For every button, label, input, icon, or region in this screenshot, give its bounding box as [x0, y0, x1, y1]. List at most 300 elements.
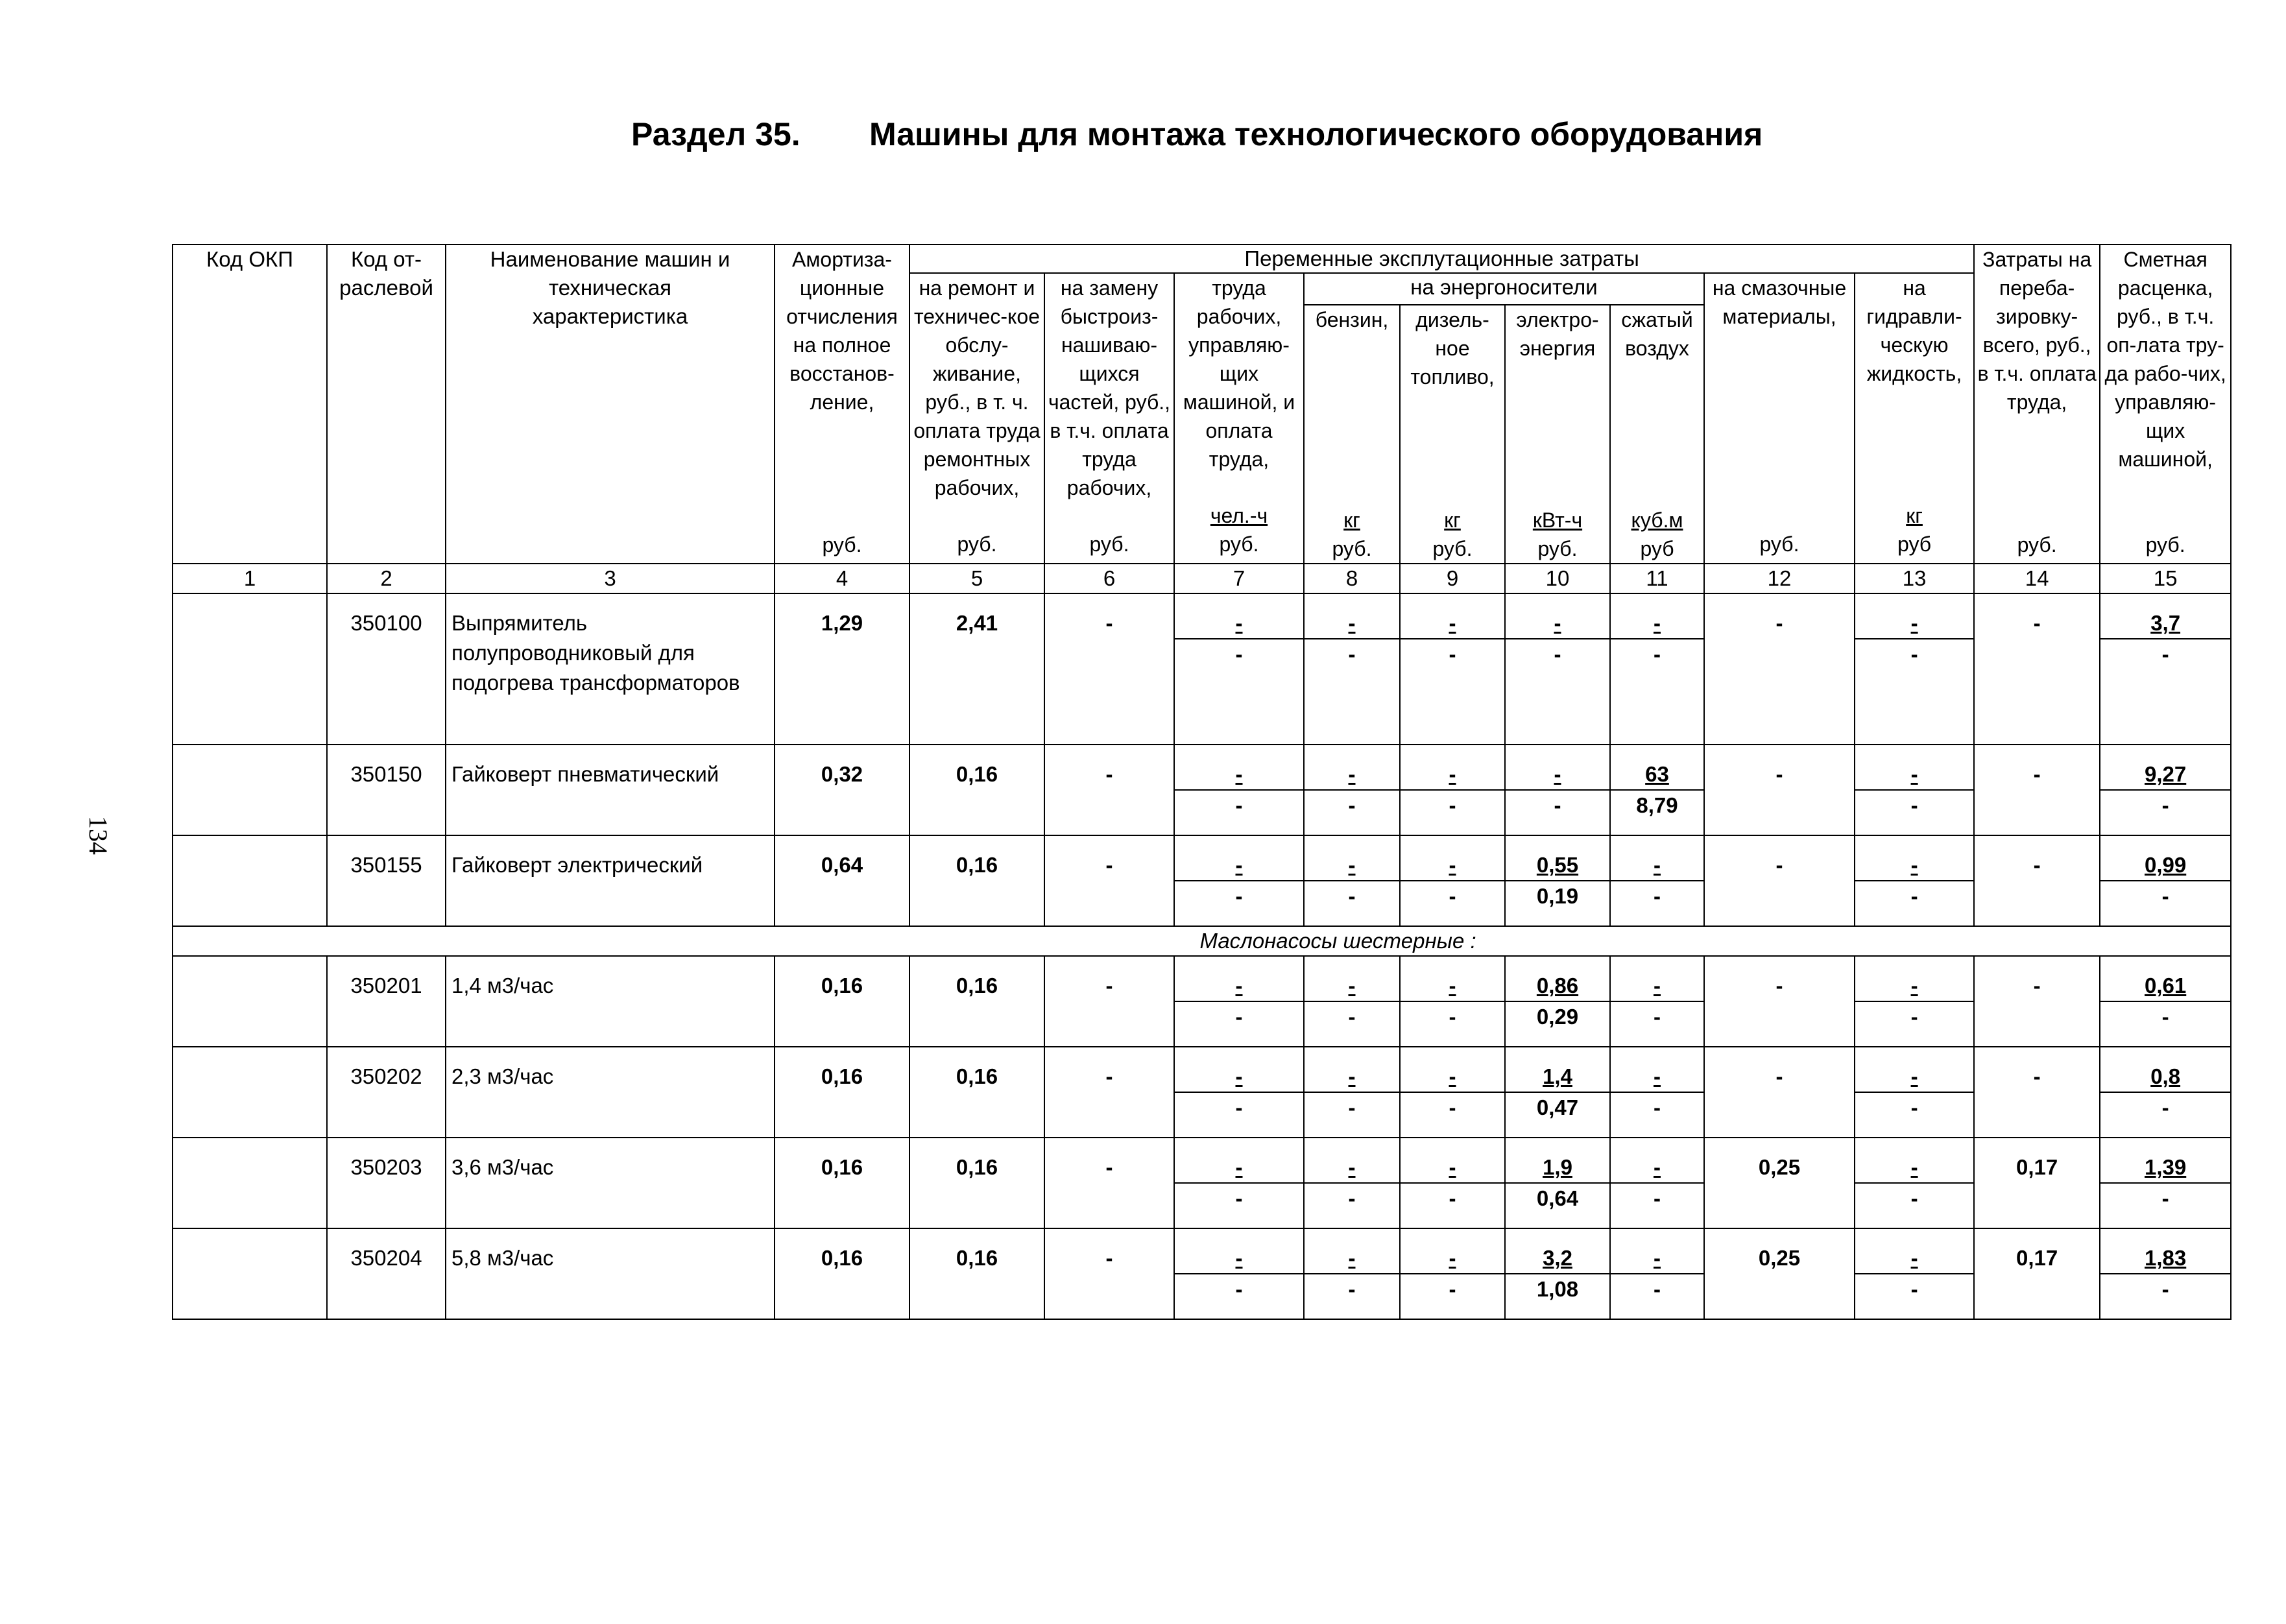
petrol-top: - — [1348, 973, 1356, 997]
column-number: 5 — [909, 564, 1044, 593]
column-number: 1 — [173, 564, 327, 593]
header-machine-name: Наименование машин и техническая характеристика — [446, 245, 775, 564]
compressed-air-bottom: - — [1611, 880, 1703, 911]
branch-code: 350202 — [350, 1064, 422, 1088]
branch-code: 350100 — [350, 611, 422, 635]
gap — [775, 957, 909, 971]
labor-cell — [1174, 1047, 1304, 1138]
page-title — [0, 115, 2286, 161]
diesel-top: - — [1449, 611, 1456, 635]
relocation-cell — [1974, 1138, 2100, 1228]
amortization-cell — [775, 956, 909, 1047]
electricity-top: - — [1554, 611, 1561, 635]
electricity-bottom: 0,64 — [1506, 1182, 1609, 1213]
gap — [328, 745, 445, 759]
gap — [1045, 1047, 1173, 1062]
petrol-bottom: - — [1305, 880, 1399, 911]
parts-cell — [1044, 835, 1174, 926]
header-repair-text: на ремонт и техничес-кое обслу-живание, руб., в т. ч. оплата труда ремонтных рабочих, — [913, 276, 1041, 499]
header-diesel-unit2: руб. — [1432, 537, 1473, 560]
gap — [1611, 957, 1703, 971]
gap — [1611, 836, 1703, 850]
lubricants-cell — [1704, 745, 1855, 835]
gap — [1611, 594, 1703, 608]
electricity-bottom: - — [1506, 638, 1609, 669]
compressed-air-top: - — [1654, 611, 1661, 635]
gap — [1045, 745, 1173, 759]
column-number: 13 — [1855, 564, 1974, 593]
column-number: 7 — [1174, 564, 1304, 593]
diesel-top: - — [1449, 853, 1456, 877]
gap — [1855, 957, 1973, 971]
diesel-top: - — [1449, 1064, 1456, 1088]
lubricants: - — [1775, 762, 1783, 786]
gap — [1045, 836, 1173, 850]
compressed-air-bottom: - — [1611, 638, 1703, 669]
gap — [2100, 1138, 2230, 1152]
compressed-air-cell — [1610, 593, 1704, 745]
repair-cell — [909, 1047, 1044, 1138]
column-number: 15 — [2100, 564, 2231, 593]
relocation: - — [2033, 1064, 2041, 1088]
header-compressed-air — [1610, 305, 1704, 564]
estimate-cell — [2100, 956, 2231, 1047]
labor-top: - — [1235, 762, 1243, 786]
hydraulic-bottom: - — [1855, 1273, 1973, 1304]
hydraulic-top: - — [1910, 973, 1918, 997]
estimate-top: 1,39 — [2145, 1155, 2187, 1179]
gap — [1705, 957, 1854, 971]
header-amortization-unit: руб. — [822, 533, 862, 556]
estimate-bottom: - — [2100, 638, 2230, 669]
lubricants-cell — [1704, 593, 1855, 745]
gap — [1506, 1229, 1609, 1243]
labor-bottom: - — [1175, 1182, 1303, 1213]
header-compressed-air-unit2: руб — [1640, 537, 1674, 560]
header-relocation-text: Затраты на переба-зировку-всего, руб., в т.ч. оплата труда, — [1977, 248, 2097, 414]
diesel-bottom: - — [1401, 1001, 1504, 1032]
hydraulic-top: - — [1910, 611, 1918, 635]
estimate-top: 1,83 — [2145, 1246, 2187, 1270]
amortization: 0,32 — [821, 762, 863, 786]
labor-cell — [1174, 1138, 1304, 1228]
gap — [2100, 1047, 2230, 1062]
repair-cell — [909, 745, 1044, 835]
relocation-cell — [1974, 835, 2100, 926]
gap — [775, 1229, 909, 1243]
gap — [1175, 1229, 1303, 1243]
column-number: 6 — [1044, 564, 1174, 593]
lubricants-cell — [1704, 1228, 1855, 1319]
amortization: 0,16 — [821, 1064, 863, 1088]
header-operator-labor-text: труда рабочих, управляю-щих машиной, и оплата труда, — [1183, 276, 1295, 471]
electricity-top: 1,9 — [1543, 1155, 1572, 1179]
parts: - — [1105, 1246, 1113, 1270]
relocation-cell — [1974, 593, 2100, 745]
header-hydraulic-text: на гидравли-ческую жидкость, — [1866, 276, 1962, 385]
header-amortization — [775, 245, 909, 564]
machine-name: Гайковерт электрический — [451, 853, 703, 877]
labor-top: - — [1235, 973, 1243, 997]
relocation: - — [2033, 611, 2041, 635]
relocation-cell — [1974, 956, 2100, 1047]
header-estimate — [2100, 245, 2231, 564]
diesel-top: - — [1449, 1155, 1456, 1179]
estimate-bottom: - — [2100, 1273, 2230, 1304]
lubricants: - — [1775, 1064, 1783, 1088]
header-operator-labor-unit2: руб. — [1219, 532, 1259, 556]
gap — [910, 1229, 1044, 1243]
relocation-cell — [1974, 1047, 2100, 1138]
gap — [775, 1047, 909, 1062]
compressed-air-bottom: - — [1611, 1001, 1703, 1032]
estimate-top: 9,27 — [2145, 762, 2187, 786]
header-hydraulic-unit2: руб — [1897, 532, 1932, 556]
branch-code-cell — [327, 1228, 446, 1319]
parts: - — [1105, 762, 1113, 786]
table-header — [173, 245, 2231, 593]
hydraulic-cell — [1855, 956, 1974, 1047]
diesel-bottom: - — [1401, 1182, 1504, 1213]
okp-cell — [173, 956, 327, 1047]
table-row — [173, 835, 2231, 926]
petrol-bottom: - — [1305, 789, 1399, 820]
parts: - — [1105, 1064, 1113, 1088]
table-row — [173, 1047, 2231, 1138]
hydraulic-top: - — [1910, 762, 1918, 786]
gap — [1855, 594, 1973, 608]
repair: 0,16 — [956, 1155, 998, 1179]
section-number: Раздел 35. — [631, 116, 800, 152]
machine-name-cell — [446, 835, 775, 926]
lubricants: - — [1775, 611, 1783, 635]
electricity-bottom: 0,47 — [1506, 1092, 1609, 1123]
estimate-bottom: - — [2100, 1182, 2230, 1213]
branch-code-cell — [327, 835, 446, 926]
repair-cell — [909, 956, 1044, 1047]
compressed-air-bottom: 8,79 — [1611, 789, 1703, 820]
hydraulic-cell — [1855, 593, 1974, 745]
header-petrol-text: бензин, — [1315, 308, 1389, 331]
diesel-cell — [1400, 593, 1505, 745]
relocation: 0,17 — [2016, 1155, 2058, 1179]
petrol-cell — [1304, 593, 1400, 745]
electricity-bottom: 0,19 — [1506, 880, 1609, 911]
header-amortization-text: Амортиза-ционные отчисления на полное восстанов-ление, — [786, 248, 898, 414]
header-compressed-air-text: сжатый воздух — [1621, 308, 1693, 360]
column-number: 10 — [1505, 564, 1610, 593]
electricity-cell — [1505, 745, 1610, 835]
repair-cell — [909, 835, 1044, 926]
branch-code-cell — [327, 593, 446, 745]
lubricants-cell — [1704, 956, 1855, 1047]
diesel-top: - — [1449, 1246, 1456, 1270]
labor-top: - — [1235, 611, 1243, 635]
petrol-top: - — [1348, 1064, 1356, 1088]
header-estimate-unit: руб. — [2145, 533, 2185, 556]
petrol-bottom: - — [1305, 1182, 1399, 1213]
gap — [1705, 745, 1854, 759]
gap — [775, 836, 909, 850]
repair: 0,16 — [956, 973, 998, 997]
labor-top: - — [1235, 1246, 1243, 1270]
branch-code: 350150 — [350, 762, 422, 786]
column-number: 14 — [1974, 564, 2100, 593]
electricity-cell — [1505, 593, 1610, 745]
gap — [1705, 1138, 1854, 1152]
gap — [1045, 594, 1173, 608]
repair: 0,16 — [956, 1064, 998, 1088]
petrol-cell — [1304, 956, 1400, 1047]
gap — [1975, 1229, 2099, 1243]
gap — [1401, 594, 1504, 608]
header-diesel — [1400, 305, 1505, 564]
relocation-cell — [1974, 745, 2100, 835]
electricity-cell — [1505, 1228, 1610, 1319]
group-row — [173, 926, 2231, 956]
diesel-top: - — [1449, 973, 1456, 997]
gap — [1401, 1047, 1504, 1062]
labor-cell — [1174, 956, 1304, 1047]
estimate-bottom: - — [2100, 1001, 2230, 1032]
gap — [1975, 836, 2099, 850]
labor-bottom: - — [1175, 880, 1303, 911]
amortization: 0,16 — [821, 973, 863, 997]
gap — [1305, 957, 1399, 971]
repair: 0,16 — [956, 762, 998, 786]
gap — [910, 1138, 1044, 1152]
gap — [1175, 1138, 1303, 1152]
diesel-cell — [1400, 835, 1505, 926]
header-relocation — [1974, 245, 2100, 564]
gap — [775, 745, 909, 759]
okp-cell — [173, 1138, 327, 1228]
petrol-top: - — [1348, 762, 1356, 786]
amortization: 0,64 — [821, 853, 863, 877]
header-petrol — [1304, 305, 1400, 564]
amortization-cell — [775, 593, 909, 745]
machine-name-cell — [446, 1138, 775, 1228]
petrol-cell — [1304, 1228, 1400, 1319]
gap — [1855, 1047, 1973, 1062]
compressed-air-top: - — [1654, 853, 1661, 877]
amortization-cell — [775, 745, 909, 835]
gap — [328, 1229, 445, 1243]
petrol-bottom: - — [1305, 638, 1399, 669]
lubricants-cell — [1704, 835, 1855, 926]
table-body — [173, 593, 2231, 1319]
gap — [1975, 957, 2099, 971]
section-name: Машины для монтажа технологического оборудования — [869, 116, 1763, 152]
gap — [2100, 836, 2230, 850]
okp-cell — [173, 835, 327, 926]
machines-table — [172, 244, 2232, 1320]
compressed-air-top: - — [1654, 973, 1661, 997]
compressed-air-bottom: - — [1611, 1182, 1703, 1213]
gap — [1611, 1047, 1703, 1062]
gap — [1305, 745, 1399, 759]
gap — [1305, 594, 1399, 608]
estimate-cell — [2100, 1228, 2231, 1319]
header-diesel-text: дизель-ное топливо, — [1410, 308, 1495, 388]
amortization: 0,16 — [821, 1155, 863, 1179]
gap — [910, 745, 1044, 759]
gap — [910, 594, 1044, 608]
gap — [2100, 957, 2230, 971]
gap — [1175, 594, 1303, 608]
petrol-cell — [1304, 1047, 1400, 1138]
petrol-bottom: - — [1305, 1001, 1399, 1032]
gap — [1705, 836, 1854, 850]
header-operator-labor — [1174, 273, 1304, 564]
header-petrol-unit2: руб. — [1332, 537, 1372, 560]
hydraulic-cell — [1855, 1228, 1974, 1319]
electricity-cell — [1505, 1047, 1610, 1138]
header-relocation-unit: руб. — [2017, 533, 2057, 556]
hydraulic-top: - — [1910, 853, 1918, 877]
column-numbers-row — [173, 564, 2231, 593]
electricity-bottom: 0,29 — [1506, 1001, 1609, 1032]
amortization: 0,16 — [821, 1246, 863, 1270]
gap — [1855, 745, 1973, 759]
parts: - — [1105, 853, 1113, 877]
estimate-cell — [2100, 1047, 2231, 1138]
hydraulic-bottom: - — [1855, 880, 1973, 911]
diesel-cell — [1400, 1228, 1505, 1319]
header-branch-code: Код от-раслевой — [327, 245, 446, 564]
hydraulic-bottom: - — [1855, 789, 1973, 820]
branch-code: 350204 — [350, 1246, 422, 1270]
estimate-top: 3,7 — [2150, 611, 2181, 635]
column-number: 2 — [327, 564, 446, 593]
gap — [1175, 1047, 1303, 1062]
relocation: - — [2033, 762, 2041, 786]
header-repair — [909, 273, 1044, 564]
header-variable-costs: Переменные эксплутационные затраты — [909, 245, 1974, 273]
parts-cell — [1044, 745, 1174, 835]
parts: - — [1105, 973, 1113, 997]
gap — [1305, 1138, 1399, 1152]
branch-code-cell — [327, 745, 446, 835]
gap — [328, 957, 445, 971]
machine-name-cell — [446, 593, 775, 745]
gap — [910, 836, 1044, 850]
hydraulic-bottom: - — [1855, 1092, 1973, 1123]
compressed-air-cell — [1610, 1228, 1704, 1319]
hydraulic-cell — [1855, 1047, 1974, 1138]
diesel-cell — [1400, 956, 1505, 1047]
petrol-cell — [1304, 835, 1400, 926]
lubricants: 0,25 — [1758, 1246, 1801, 1270]
hydraulic-top: - — [1910, 1064, 1918, 1088]
compressed-air-cell — [1610, 1047, 1704, 1138]
petrol-bottom: - — [1305, 1273, 1399, 1304]
petrol-top: - — [1348, 1155, 1356, 1179]
gap — [1401, 1229, 1504, 1243]
diesel-cell — [1400, 1138, 1505, 1228]
compressed-air-bottom: - — [1611, 1092, 1703, 1123]
parts-cell — [1044, 1138, 1174, 1228]
column-number: 11 — [1610, 564, 1704, 593]
gap — [328, 1047, 445, 1062]
header-parts-unit: руб. — [1089, 532, 1129, 556]
gap — [1975, 594, 2099, 608]
gap — [910, 957, 1044, 971]
electricity-top: 1,4 — [1543, 1064, 1572, 1088]
repair-cell — [909, 1228, 1044, 1319]
gap — [1975, 745, 2099, 759]
gap — [328, 1138, 445, 1152]
gap — [1401, 745, 1504, 759]
parts: - — [1105, 1155, 1113, 1179]
estimate-top: 0,99 — [2145, 853, 2187, 877]
okp-cell — [173, 1047, 327, 1138]
compressed-air-top: - — [1654, 1155, 1661, 1179]
gap — [328, 836, 445, 850]
petrol-top: - — [1348, 1246, 1356, 1270]
diesel-bottom: - — [1401, 789, 1504, 820]
gap — [1611, 1138, 1703, 1152]
header-parts-text: на замену быстроиз-нашиваю-щихся частей, руб., в т.ч. оплата труда рабочих, — [1048, 276, 1171, 499]
compressed-air-cell — [1610, 745, 1704, 835]
electricity-cell — [1505, 835, 1610, 926]
relocation-cell — [1974, 1228, 2100, 1319]
table-row — [173, 1138, 2231, 1228]
branch-code-cell — [327, 1047, 446, 1138]
gap — [1506, 957, 1609, 971]
compressed-air-bottom: - — [1611, 1273, 1703, 1304]
labor-cell — [1174, 745, 1304, 835]
estimate-bottom: - — [2100, 789, 2230, 820]
gap — [328, 594, 445, 608]
column-number: 3 — [446, 564, 775, 593]
repair-cell — [909, 593, 1044, 745]
machine-name-cell — [446, 1047, 775, 1138]
machine-name-cell — [446, 1228, 775, 1319]
labor-bottom: - — [1175, 1001, 1303, 1032]
machine-name-cell — [446, 956, 775, 1047]
table-row — [173, 956, 2231, 1047]
gap — [1045, 957, 1173, 971]
gap — [2100, 1229, 2230, 1243]
header-operator-labor-unit1: чел.-ч — [1210, 504, 1268, 527]
hydraulic-bottom: - — [1855, 1001, 1973, 1032]
labor-top: - — [1235, 1064, 1243, 1088]
table-row — [173, 593, 2231, 745]
electricity-top: 0,86 — [1536, 973, 1579, 997]
header-parts — [1044, 273, 1174, 564]
header-repair-unit: руб. — [957, 532, 997, 556]
gap — [1175, 957, 1303, 971]
petrol-bottom: - — [1305, 1092, 1399, 1123]
parts: - — [1105, 611, 1113, 635]
branch-code: 350201 — [350, 973, 422, 997]
gap — [1855, 1229, 1973, 1243]
table-row — [173, 745, 2231, 835]
estimate-cell — [2100, 745, 2231, 835]
hydraulic-top: - — [1910, 1246, 1918, 1270]
header-lubricants — [1704, 273, 1855, 564]
gap — [1611, 745, 1703, 759]
gap — [1975, 1047, 2099, 1062]
gap — [1705, 1229, 1854, 1243]
gap — [1401, 1138, 1504, 1152]
estimate-bottom: - — [2100, 880, 2230, 911]
header-okp: Код ОКП — [173, 245, 327, 564]
header-hydraulic — [1855, 273, 1974, 564]
gap — [1975, 1138, 2099, 1152]
gap — [2100, 745, 2230, 759]
